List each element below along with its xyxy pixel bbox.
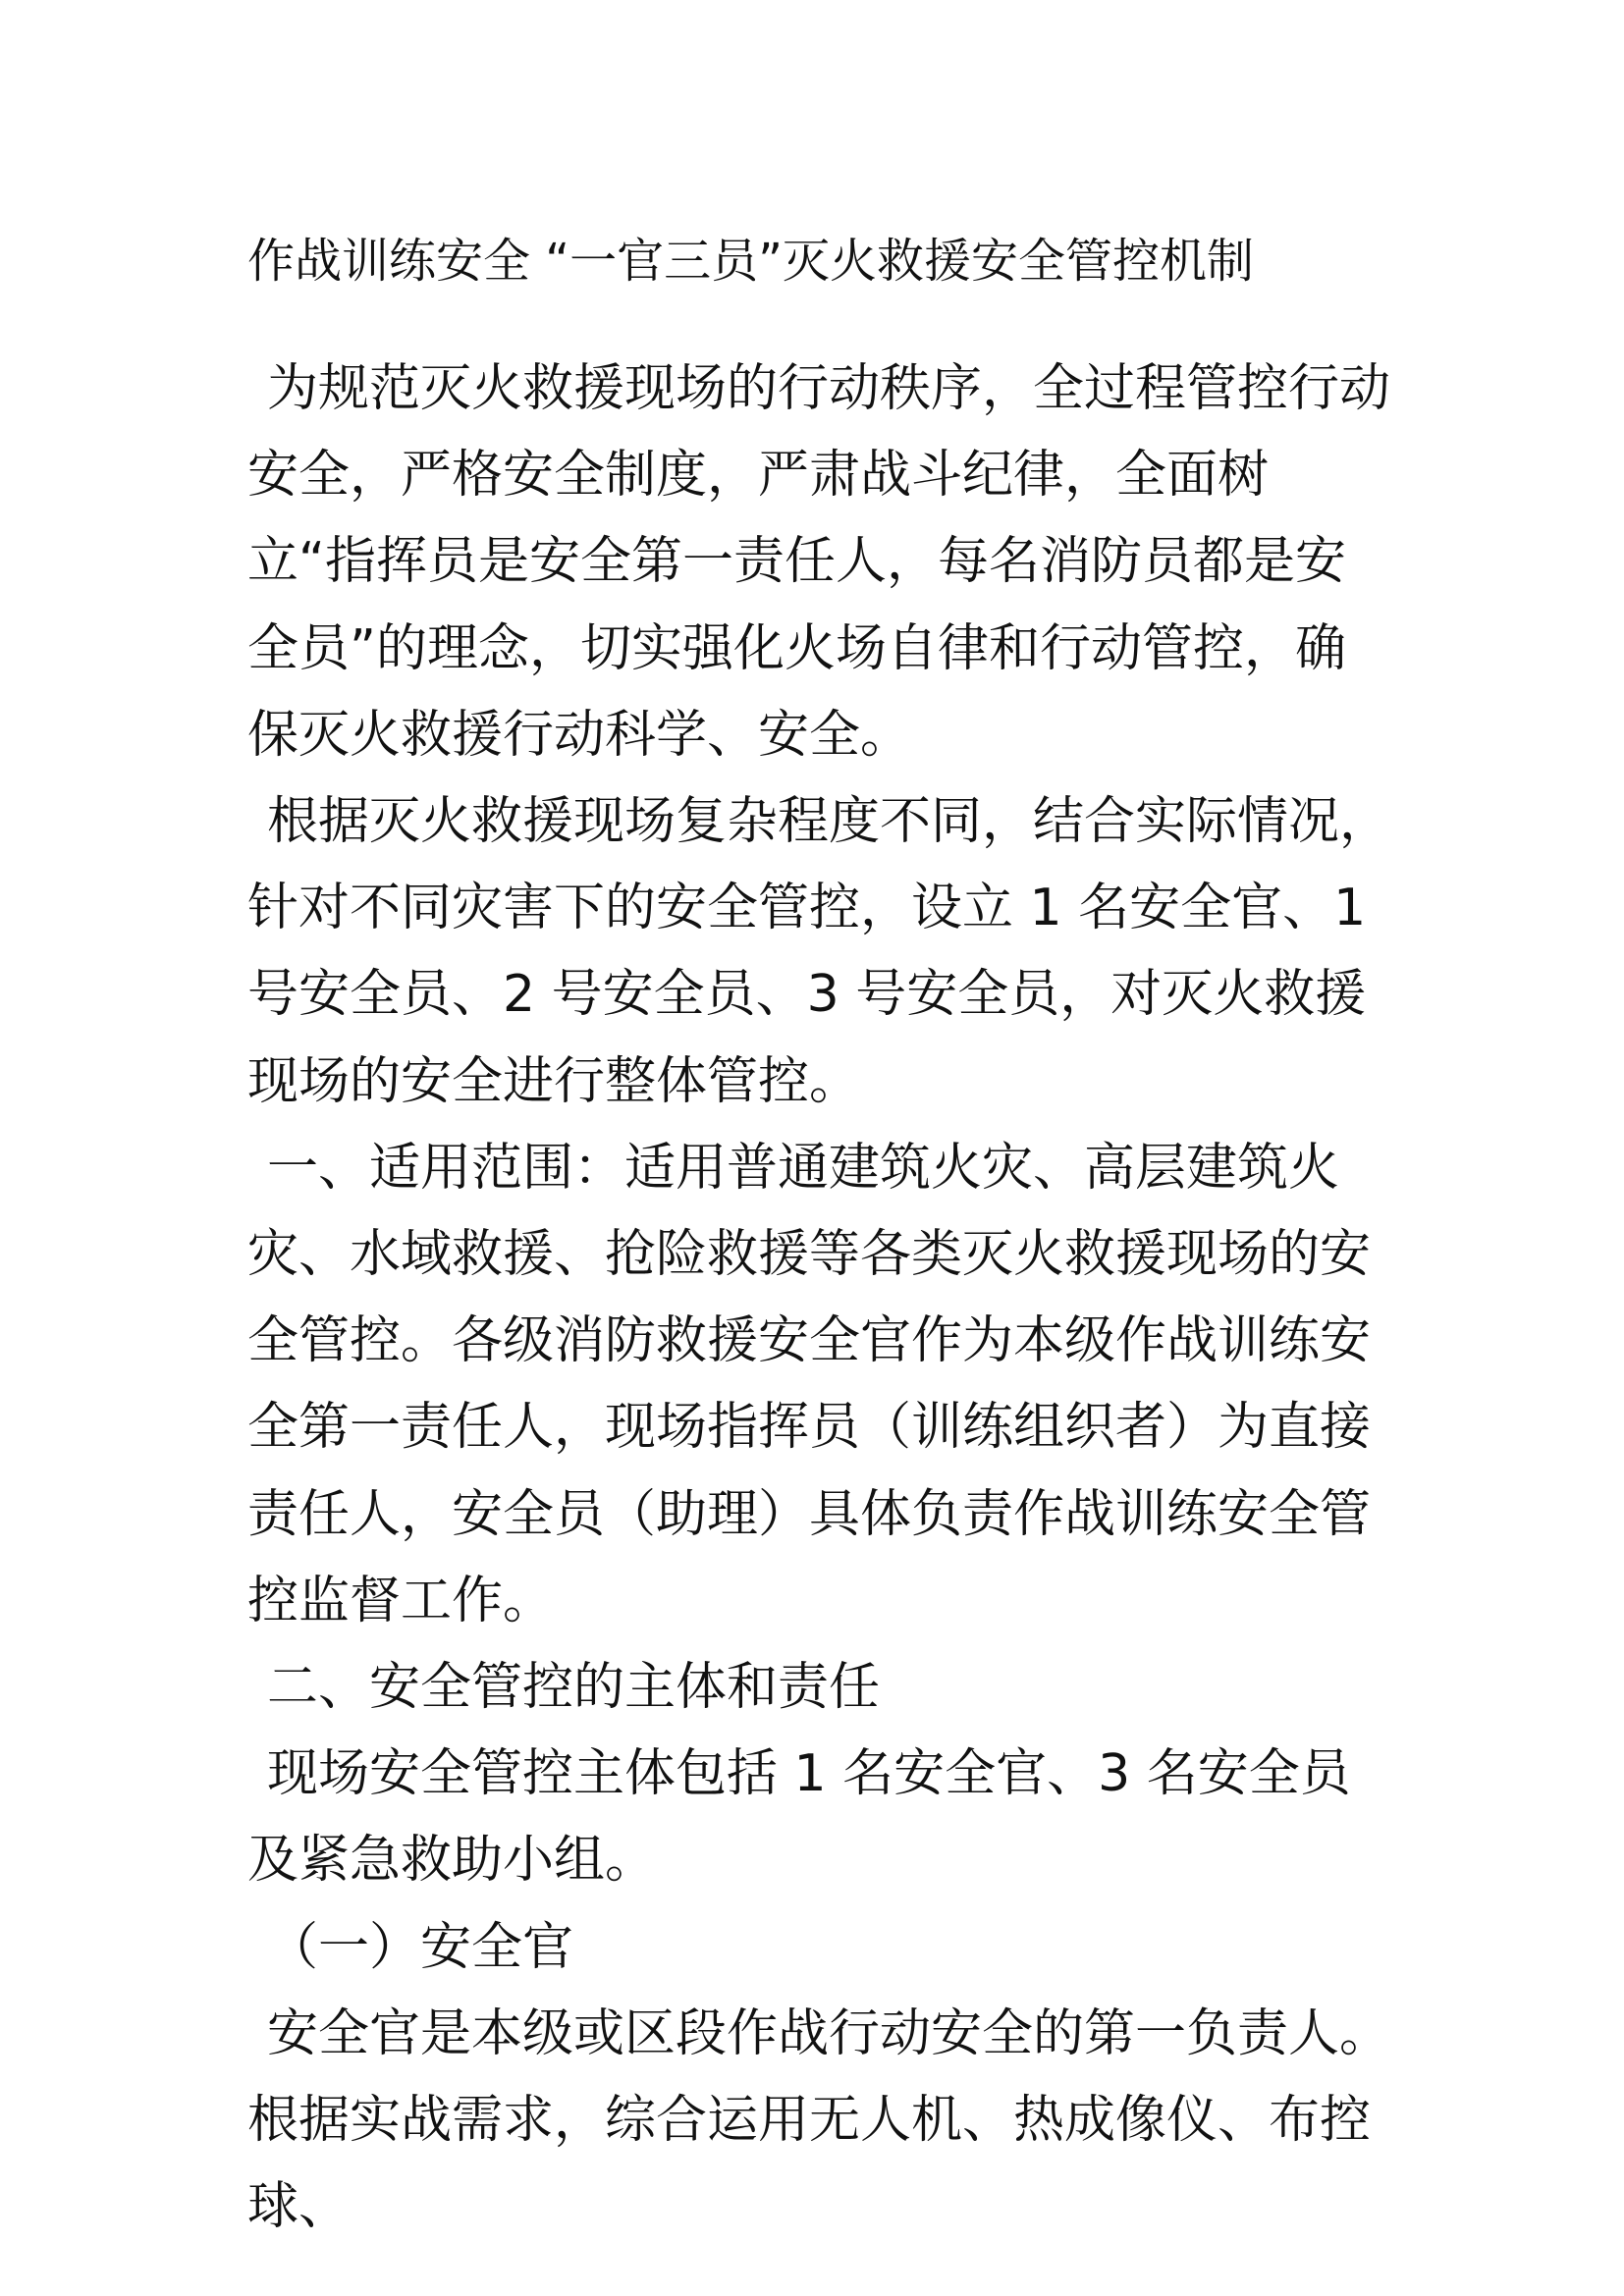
paragraph-purpose: 为规范灭火救援现场的行动秩序，全过程管控行动安全，严格安全制度，严肃战斗纪律，全面树立“指挥员是安全第一责任人，每名消防员都是安全员”的理念，切实强化火场自律和行动管控，确保灭火救援行动科学、安全。 xyxy=(247,359,1391,765)
paragraph-subjects: 现场安全管控主体包括 1 名安全官、3 名安全员及紧急救助小组。 xyxy=(247,1744,1351,1891)
subsection-heading-safety-officer: （一）安全官 xyxy=(267,1917,574,1977)
document-title: 作战训练安全 “一官三员”灭火救援安全管控机制 xyxy=(247,234,1254,289)
document-body xyxy=(247,346,1396,2250)
paragraph-scope: 一、适用范围：适用普通建筑火灾、高层建筑火灾、水域救援、抢险救援等各类灭火救援现场的安全管控。各级消防救援安全官作为本级作战训练安全第一责任人，现场指挥员（训练组织者）为直接责任人，安全员（助理）具体负责作战训练安全管控监督工作。 xyxy=(247,1138,1372,1630)
paragraph-setup: 根据灭火救援现场复杂程度不同，结合实际情况，针对不同灾害下的安全管控，设立 1 名安全官、1 号安全员、2 号安全员、3 号安全员，对灭火救援现场的安全进行整体管控。 xyxy=(247,792,1391,1111)
section-heading-responsibility: 二、安全管控的主体和责任 xyxy=(267,1658,881,1718)
paragraph-safety-officer: 安全官是本级或区段作战行动安全的第一负责人。根据实战需求，综合运用无人机、热成像仪、布控球、 xyxy=(247,2003,1391,2237)
